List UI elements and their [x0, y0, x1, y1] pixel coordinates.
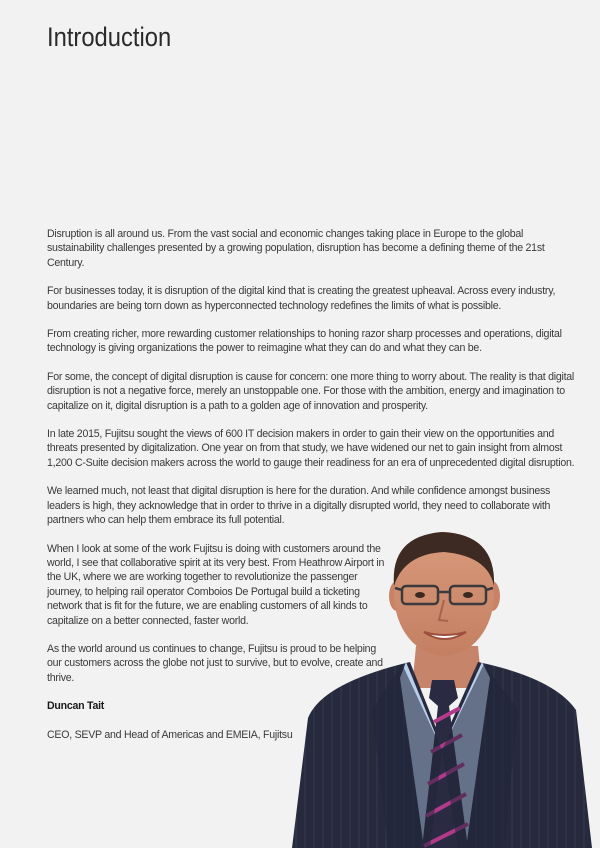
paragraph: When I look at some of the work Fujitsu is doing with customers around the world, I see that collaborative spirit at its very best. From Heathrow Airport in the UK, where we are working together to revolutionize the passenger journey, to helping rail operator Comboios De Portugal build a ticketing network that is fit for the future, we are enabling customers of all kinds to capitalize on a better connected, faster world. [47, 542, 385, 627]
signature-name: Duncan Tait [47, 700, 105, 713]
paragraph: From creating richer, more rewarding customer relationships to honing razor sharp processes and operations, digital technology is giving organizations the power to reimagine what they can do and what they can be. [47, 328, 562, 355]
executive-portrait [292, 528, 600, 848]
signature-title: CEO, SEVP and Head of Americas and EMEIA, Fujitsu [47, 728, 293, 741]
paragraph: As the world around us continues to change, Fujitsu is proud to be helping our customers across the globe not just to survive, but to evolve, create and thrive. [47, 642, 383, 684]
page-title: Introduction [47, 22, 172, 52]
paragraph: In late 2015, Fujitsu sought the views of 600 IT decision makers in order to gain their view on the opportunities and threats presented by digitalization. One year on from that study, we have widened our net to gain insight from almost 1,200 C-Suite decision makers across the world to gauge their readiness for an era of unprecedented digital disruption. [47, 428, 575, 469]
paragraph: We learned much, not least that digital disruption is here for the duration. And while confidence amongst business leaders is high, they acknowledge that in order to thrive in a digitally disrupted world, they need to collaborate with partners who can help them embrace its full potential. [47, 485, 551, 527]
paragraph: For some, the concept of digital disruption is cause for concern: one more thing to worry about. The reality is that digital disruption is not a negative force, merely an unstoppable one. For those with the ambition, energy and imagination to capitalize on it, digital disruption is a path to a golden age of innovation and prosperity. [47, 370, 575, 412]
paragraph: For businesses today, it is disruption of the digital kind that is creating the greatest upheaval. Across every industry, boundaries are being torn down as hyperconnected technology redefines the limits of what is possible. [47, 285, 556, 312]
paragraph: Disruption is all around us. From the vast social and economic changes taking place in Europe to the global sustainability challenges presented by a growing population, disruption has become a defining theme of the 21st Century. [47, 228, 545, 269]
